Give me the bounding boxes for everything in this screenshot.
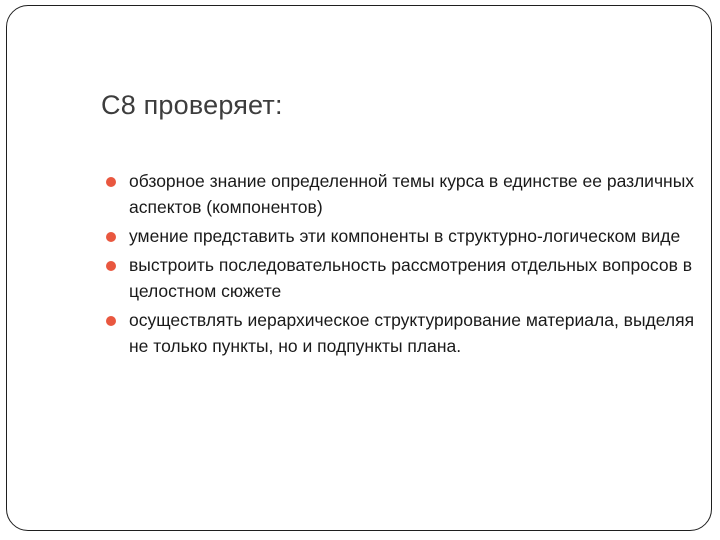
bullet-list <box>106 168 706 362</box>
bullet-dot-icon <box>106 316 116 326</box>
slide-frame <box>6 5 712 531</box>
bullet-item <box>106 307 706 359</box>
bullet-item <box>106 168 706 220</box>
slide-title: С8 проверяет: <box>101 90 283 120</box>
bullet-dot-icon <box>106 261 116 271</box>
bullet-text: осуществлять иерархическое структурирование материала, выделяя не только пункты, но и подпункты плана. <box>129 310 695 356</box>
bullet-item <box>106 252 706 304</box>
bullet-item <box>106 223 706 249</box>
bullet-text: выстроить последовательность рассмотрения отдельных вопросов в целостном сюжете <box>129 255 693 301</box>
bullet-dot-icon <box>106 232 116 242</box>
bullet-dot-icon <box>106 177 116 187</box>
bullet-text: обзорное знание определенной темы курса в единстве ее различных аспектов (компонентов) <box>129 171 695 217</box>
bullet-text: умение представить эти компоненты в структурно-логическом виде <box>129 226 681 246</box>
